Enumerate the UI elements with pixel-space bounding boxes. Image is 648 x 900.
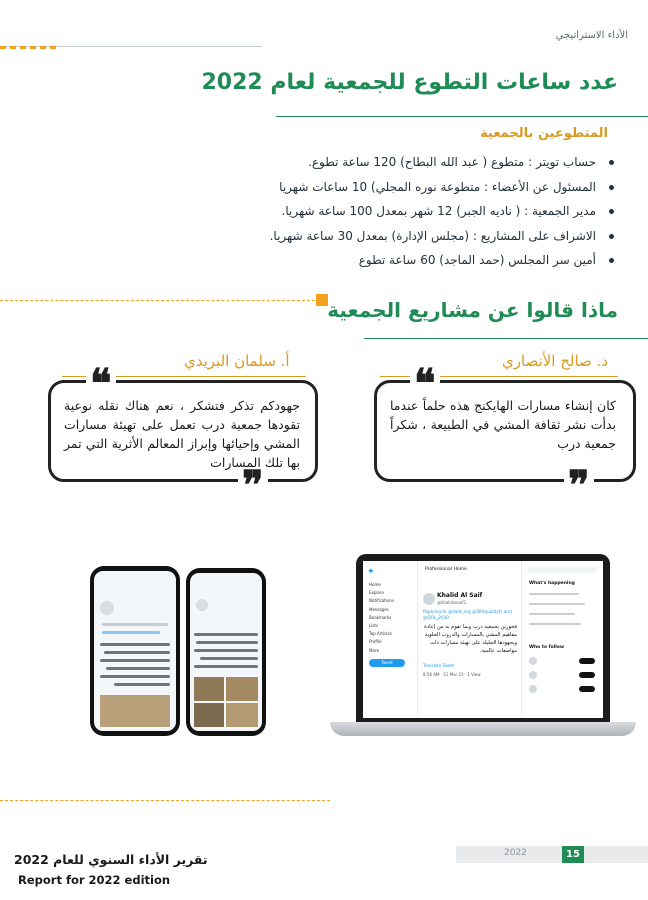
title-rule	[276, 116, 648, 117]
quote-close-icon: ❞	[564, 466, 594, 506]
tweet-image	[226, 677, 258, 701]
bullet-icon	[609, 160, 614, 165]
volunteers-subtitle: المتطوعين بالجمعية	[480, 126, 608, 141]
bullet-icon	[609, 209, 614, 214]
laptop-screen	[363, 561, 603, 718]
page-bar	[456, 846, 648, 863]
laptop-mockup	[356, 554, 610, 722]
text-line	[194, 665, 258, 668]
twitter-bird-icon: ✦	[367, 567, 375, 577]
tweet-image	[194, 677, 224, 701]
nav-item-home[interactable]: Home	[369, 582, 381, 587]
quote-text-right: كان إنشاء مسارات الهايكنج هذه حلماً عندما بدأت نشر ثقافة المشي في الطبيعة ، شكراً جمعية درب	[390, 398, 616, 451]
bullet-icon	[609, 234, 614, 239]
nav-item-messages[interactable]: Messages	[369, 606, 389, 612]
text-line	[106, 667, 170, 670]
tweet-button[interactable]: Tweet	[369, 659, 405, 667]
nav-item-bookmarks[interactable]: Bookmarks	[369, 614, 392, 620]
text-line	[196, 641, 258, 644]
tweet-author[interactable]: Khalid Al Saif	[437, 592, 483, 599]
trend-line	[529, 613, 575, 615]
tweet-handle: @khalidalsaif1	[437, 600, 467, 605]
column-divider	[417, 561, 418, 718]
section-label: الأداء الاستراتيجي	[555, 30, 628, 41]
volunteer-item: المسئول عن الأعضاء : متطوعة نوره المجلي) 10 ساعات شهريا	[279, 179, 596, 194]
quote-close-icon: ❞	[238, 466, 268, 506]
tweet-image	[194, 703, 224, 727]
text-line	[194, 633, 258, 636]
volunteer-item: أمين سر المجلس (حمد الماجد) 60 ساعة تطوع	[358, 253, 596, 267]
section-divider	[0, 300, 320, 301]
tweet-body: فخورين بجمعية درب وبما تقوم به من إعادة مفاهيم المشي بالمسارات والدروب الخلوية وبجهودها الجليلة على تهيئة مسارات ذات مواصفات عالمية.	[424, 624, 517, 654]
quote-text-left: جهودكم تذكر فتشكر ، نعم هناك نقله نوعية تقودها جمعية درب تعمل على تهيئة مسارات المشي وإحيائها وإبراز المعالم الأثرية التي تمر بها تلك المسارات	[64, 398, 300, 470]
app-title: Professional Home	[425, 567, 467, 572]
follow-button[interactable]	[579, 658, 595, 664]
avatar	[529, 657, 537, 665]
avatar	[423, 593, 435, 605]
tweet-timestamp: 8:56 AM · 21 Mar 23 · 1 View	[423, 672, 481, 677]
text-line	[114, 683, 170, 686]
nav-item-profile[interactable]: Profile	[369, 639, 382, 645]
text-line	[100, 659, 170, 662]
trend-line	[529, 623, 581, 625]
volunteer-item: حساب تويتر : متطوع ( عبد الله البطاح) 120 ساعة تطوع.	[308, 155, 596, 169]
report-title-english: Report for 2022 edition	[18, 873, 171, 887]
text-line	[102, 631, 160, 634]
search-input[interactable]	[527, 567, 597, 573]
volunteer-item: مدير الجمعية : ( ناديه الجبر) 12 شهر بمعدل 100 ساعة شهريا.	[281, 204, 596, 218]
nav-item-more[interactable]: More	[369, 647, 379, 653]
text-line	[100, 643, 170, 646]
text-line	[102, 623, 168, 626]
follow-button[interactable]	[579, 686, 595, 692]
quote-author-right: د. صالح الأنصاري	[502, 352, 609, 370]
text-line	[100, 675, 170, 678]
footer-divider	[0, 800, 330, 801]
text-line	[104, 651, 170, 654]
avatar	[100, 601, 114, 615]
avatar	[196, 599, 208, 611]
column-divider	[521, 561, 522, 718]
avatar	[529, 671, 537, 679]
phone-screen	[190, 573, 262, 731]
trend-line	[529, 593, 579, 595]
follow-button[interactable]	[579, 672, 595, 678]
title-rule	[364, 338, 648, 339]
phone-screen	[94, 571, 176, 731]
quote-open-icon: ❝	[410, 364, 440, 404]
translate-link[interactable]: Translate Tweet	[423, 663, 454, 668]
list-item	[174, 150, 614, 175]
trend-line	[529, 603, 585, 605]
tweet-image	[226, 703, 258, 727]
phone-mockup-left	[90, 566, 180, 736]
tweet-replying[interactable]: Replying to @darb_org @SPHqualityfs and @QOL_2030	[423, 609, 512, 620]
phone-mockup-right	[186, 568, 266, 736]
text-line	[194, 649, 258, 652]
twitter-nav	[369, 581, 409, 655]
volunteer-hours-title: عدد ساعات التطوع للجمعية لعام 2022	[201, 70, 618, 95]
follow-title: Who to follow	[529, 645, 565, 650]
tweet-image	[100, 695, 170, 727]
nav-item-lists[interactable]: Lists	[369, 623, 379, 629]
nav-item-top-articles[interactable]: Top Articles	[369, 631, 392, 637]
bullet-icon	[609, 185, 614, 190]
laptop-base	[330, 722, 636, 736]
bullet-icon	[609, 258, 614, 263]
list-item	[174, 224, 614, 249]
nav-item-notifications[interactable]: Notifications	[369, 598, 395, 604]
volunteer-item: الاشراف على المشاريع : (مجلس الإدارة) بمعدل 30 ساعة شهريا.	[269, 228, 596, 243]
list-item	[174, 199, 614, 224]
quote-author-left: أ. سلمان البريدي	[184, 352, 290, 370]
text-line	[200, 657, 258, 660]
trends-title: What's happening	[529, 581, 575, 586]
testimonials-title: ماذا قالوا عن مشاريع الجمعية	[327, 298, 618, 322]
page-year: 2022	[504, 848, 527, 858]
nav-item-explore[interactable]: Explore	[369, 590, 385, 596]
header-accent	[0, 46, 60, 49]
avatar	[529, 685, 537, 693]
page-number: 15	[562, 846, 584, 863]
quote-open-icon: ❝	[86, 364, 116, 404]
report-title-arabic: تقرير الأداء السنوي للعام 2022	[14, 852, 208, 867]
divider-square	[316, 294, 328, 306]
list-item	[174, 248, 614, 273]
volunteer-list	[174, 150, 614, 273]
list-item	[174, 175, 614, 200]
